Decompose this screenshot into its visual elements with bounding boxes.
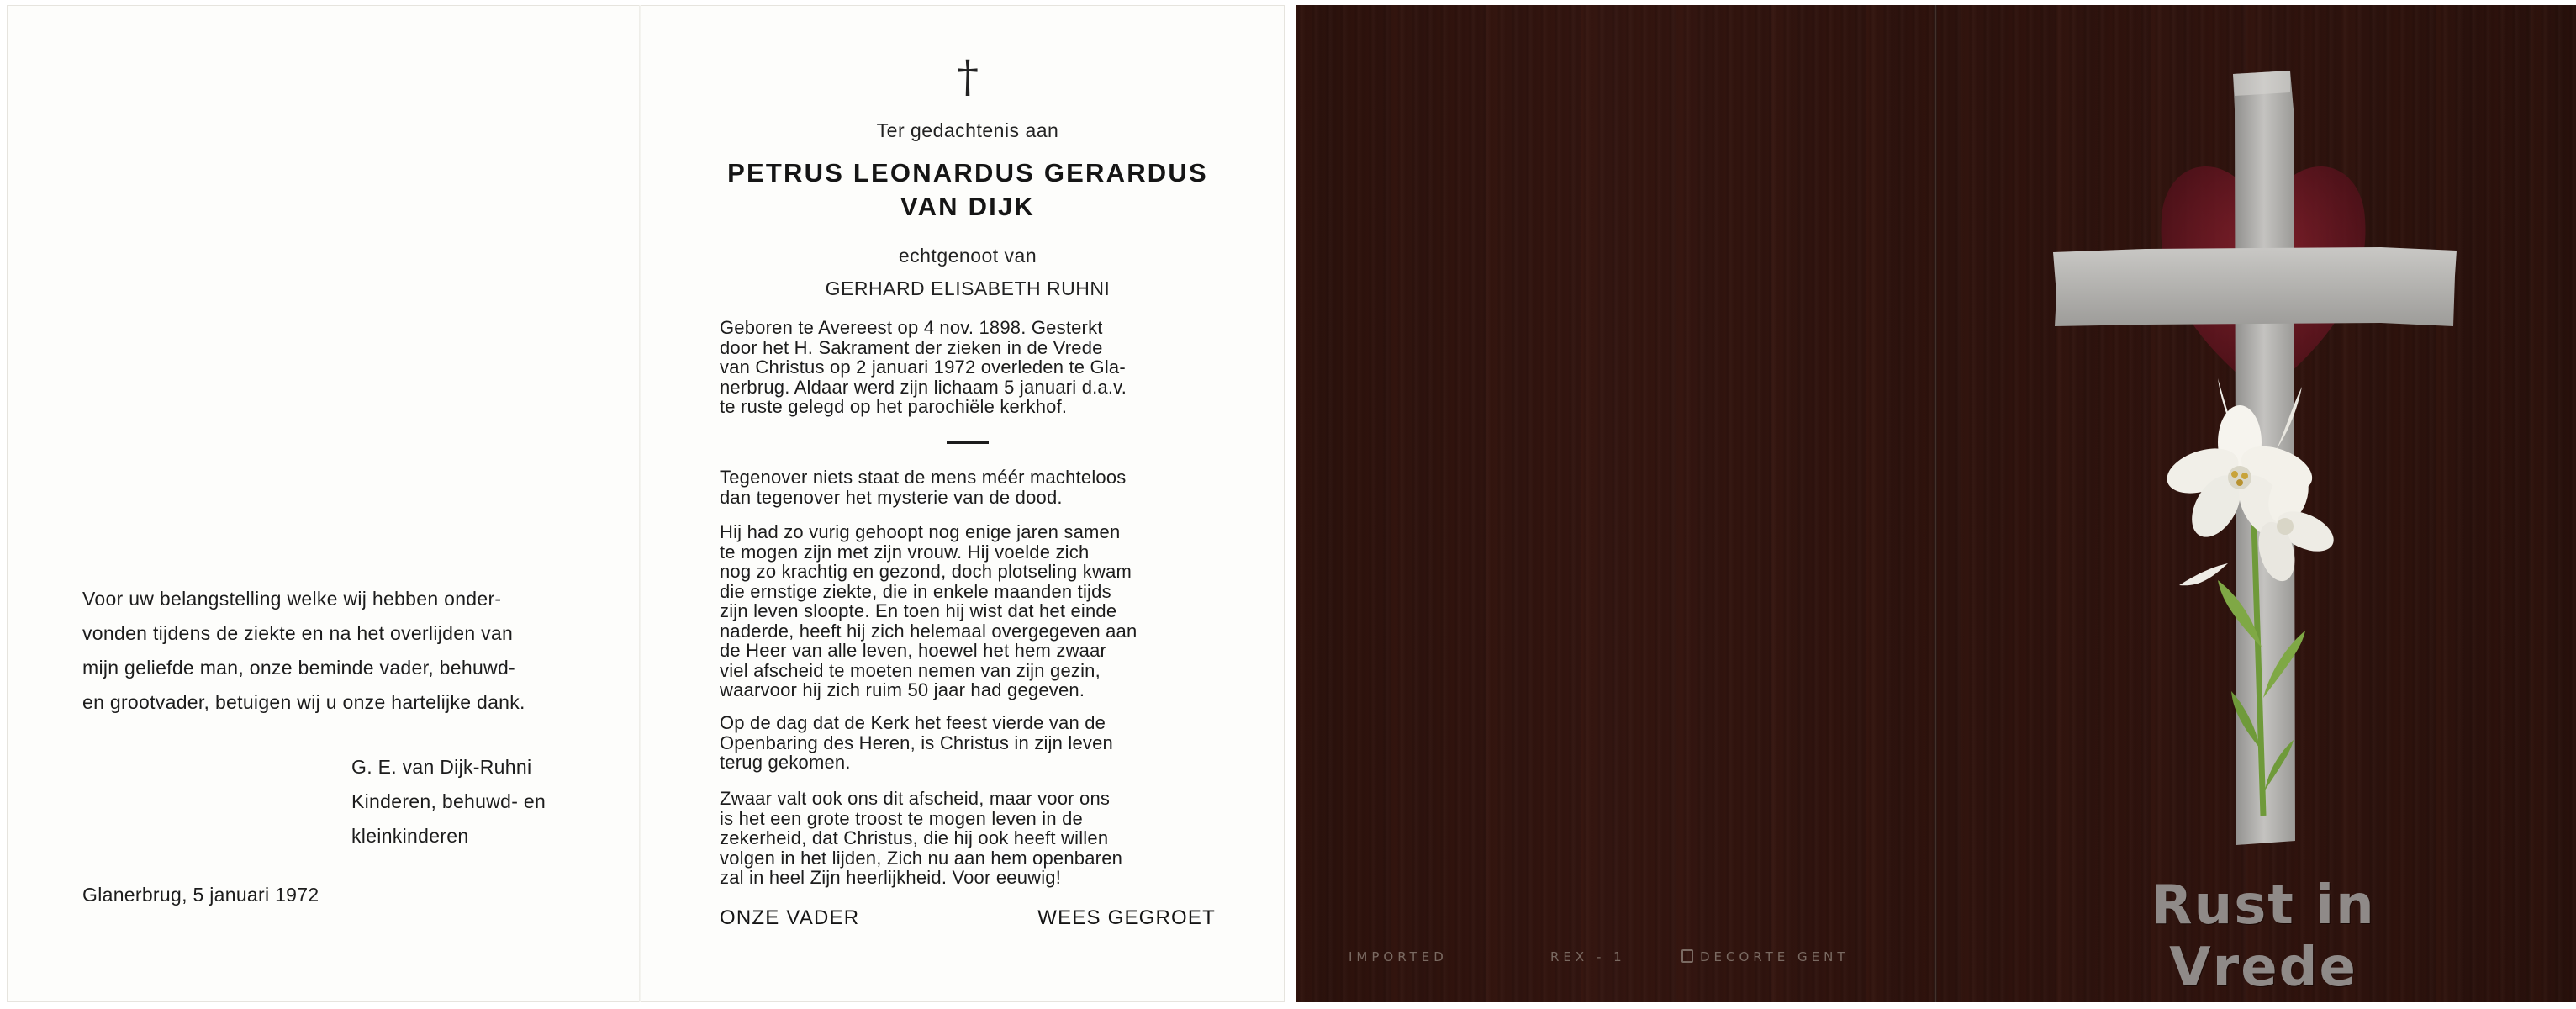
paragraph-line: te mogen zijn met zijn vrouw. Hij voelde zich xyxy=(720,541,1090,563)
ack-line: Voor uw belangstelling welke wij hebben onder- xyxy=(82,588,502,610)
prayer-row xyxy=(720,906,1216,930)
cover-illustration xyxy=(2019,59,2507,866)
paragraph-line: volgen in het lijden, Zich nu aan hem openbaren xyxy=(720,847,1123,869)
deceased-name-line-1: PETRUS LEONARDUS GERARDUS xyxy=(727,158,1208,188)
paragraph-line: naderde, heeft hij zich helemaal overgegeven aan xyxy=(720,620,1138,642)
prayer-hail-mary: WEES GEGROET xyxy=(1037,906,1216,929)
deceased-name-line-2: VAN DIJK xyxy=(900,192,1035,221)
paragraph-1 xyxy=(720,468,1216,507)
ack-line: en grootvader, betuigen wij u onze hartelijke dank. xyxy=(82,691,525,713)
biography-line: Geboren te Avereest op 4 nov. 1898. Gesterkt xyxy=(720,317,1103,338)
paragraph-line: Op de dag dat de Kerk het feest vierde van de xyxy=(720,712,1106,733)
paragraph-2 xyxy=(720,522,1216,700)
biography-line: nerbrug. Aldaar werd zijn lichaam 5 januari d.a.v. xyxy=(720,376,1127,398)
biography-line: te ruste gelegd op het parochiële kerkhof. xyxy=(720,396,1068,417)
paragraph-line: die ernstige ziekte, die in enkele maanden tijds xyxy=(720,580,1111,602)
spouse-name: GERHARD ELISABETH RUHNI xyxy=(825,277,1111,299)
paragraph-line: Hij had zo vurig gehoopt nog enige jaren samen xyxy=(720,521,1121,542)
imprint-imported: IMPORTED xyxy=(1349,949,1448,964)
paragraph-line: viel afscheid te moeten nemen van zijn gezin, xyxy=(720,659,1101,681)
memorial-panel xyxy=(720,5,1216,1002)
acknowledgement-panel xyxy=(82,5,587,1002)
cross-icon: † xyxy=(957,52,979,103)
decorte-logo-icon xyxy=(1681,949,1693,963)
divider xyxy=(947,441,989,444)
motto-rest-in-peace: Rust in Vrede xyxy=(2151,874,2376,999)
spouse-label: echtgenoot van xyxy=(898,245,1037,267)
paragraph-line: Tegenover niets staat de mens méér machteloos xyxy=(720,467,1127,488)
paragraph-line: dan tegenover het mysterie van de dood. xyxy=(720,486,1063,508)
paragraph-line: Openbaring des Heren, is Christus in zijn leven xyxy=(720,732,1113,753)
paragraph-line: zekerheid, dat Christus, die hij ook heeft willen xyxy=(720,827,1109,848)
signature-line: G. E. van Dijk-Ruhni xyxy=(351,756,532,778)
acknowledgement-text xyxy=(82,582,578,720)
biography xyxy=(720,318,1216,417)
paragraph-line: nog zo krachtig en gezond, doch plotseling kwam xyxy=(720,561,1132,582)
paragraph-line: zijn leven sloopte. En toen hij wist dat het einde xyxy=(720,600,1117,621)
imprint-publisher-text: DECORTE GENT xyxy=(1700,949,1850,964)
paragraph-line: is het een grote troost te mogen leven in de xyxy=(720,807,1083,829)
intro-text: Ter gedachtenis aan xyxy=(876,119,1059,141)
paragraph-line: waarvoor hij zich ruim 50 jaar had gegeven. xyxy=(720,679,1085,700)
paragraph-line: de Heer van alle leven, hoewel het hem zwaar xyxy=(720,640,1107,661)
paragraph-3 xyxy=(720,713,1216,773)
biography-line: door het H. Sakrament der zieken in de Vrede xyxy=(720,336,1103,358)
card-inside xyxy=(7,5,1285,1002)
card-fold xyxy=(639,5,641,1002)
place-date: Glanerbrug, 5 januari 1972 xyxy=(82,884,319,906)
paragraph-line: Zwaar valt ook ons dit afscheid, maar voor ons xyxy=(720,788,1111,809)
biography-line: van Christus op 2 januari 1972 overleden te Gla- xyxy=(720,357,1126,378)
cover-fold xyxy=(1934,5,1937,1002)
paragraph-4 xyxy=(720,789,1216,888)
prayer-our-father: ONZE VADER xyxy=(720,906,860,929)
imprint-series: REX - 1 xyxy=(1550,949,1626,964)
imprint-publisher xyxy=(1681,949,1850,964)
paragraph-line: zal in heel Zijn heerlijkheid. Voor eeuwig! xyxy=(720,867,1062,888)
signature-line: kleinkinderen xyxy=(351,825,469,847)
ack-line: mijn geliefde man, onze beminde vader, behuwd- xyxy=(82,657,515,679)
signature-block xyxy=(351,750,587,853)
paragraph-line: terug gekomen. xyxy=(720,752,851,773)
card-cover xyxy=(1296,5,2576,1002)
ack-line: vonden tijdens de ziekte en na het overlijden van xyxy=(82,622,514,644)
signature-line: Kinderen, behuwd- en xyxy=(351,790,546,812)
